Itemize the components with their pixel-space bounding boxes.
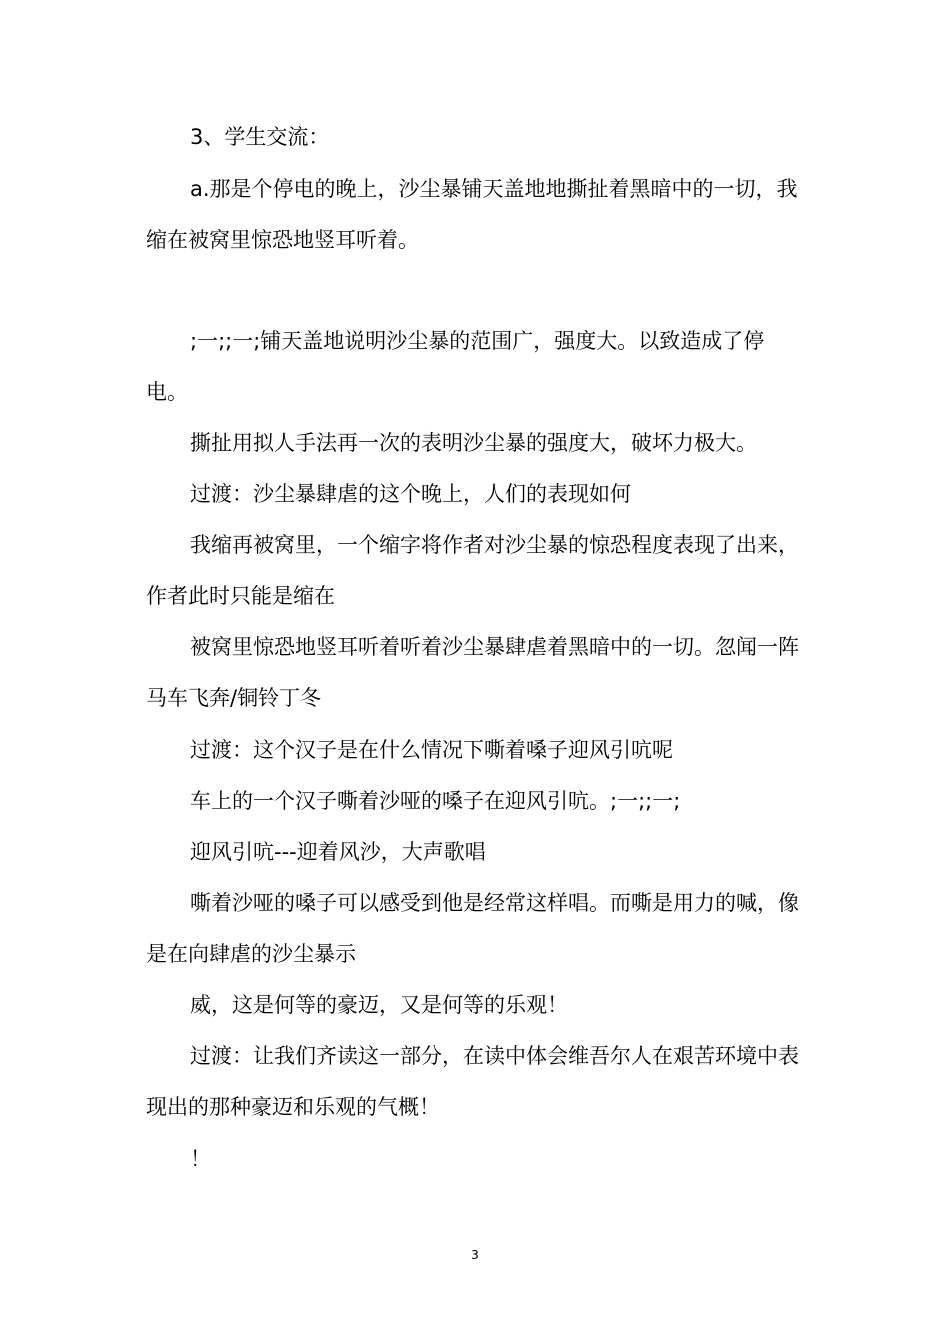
paragraph-explanation-singing-against-wind: 迎风引吭---迎着风沙，大声歌唱 (190, 840, 486, 864)
paragraph-analysis-scope: ;一;;一;铺天盖地说明沙尘暴的范围广，强度大。以致造成了停电。 (146, 329, 765, 404)
paragraph-exclamation: ！ (190, 1147, 211, 1171)
paragraph-quote-carriage-bells: 被窝里惊恐地竖耳听着听着沙尘暴肆虐着黑暗中的一切。忽闻一阵马车飞奔/铜铃丁冬 (146, 635, 799, 710)
paragraph-quote-night-sandstorm: a.那是个停电的晚上，沙尘暴铺天盖地地撕扯着黑暗中的一切，我缩在被窝里惊恐地竖耳听着。 (146, 177, 798, 252)
paragraph-transition-man-singing: 过渡：这个汉子是在什么情况下嘶着嗓子迎风引吭呢 (190, 738, 673, 762)
paragraph-analysis-shrink: 我缩再被窝里，一个缩字将作者对沙尘暴的惊恐程度表现了出来，作者此时只能是缩在 (146, 533, 799, 608)
paragraph-transition-group-reading: 过渡：让我们齐读这一部分，在读中体会维吾尔人在艰苦环境中表现出的那种豪迈和乐观的气概！ (146, 1044, 799, 1119)
paragraph-quote-man-hoarse-voice: 车上的一个汉子嘶着沙哑的嗓子在迎风引吭。;一;;一; (190, 789, 681, 813)
page-number: 3 (471, 1248, 479, 1262)
paragraph-analysis-personification: 撕扯用拟人手法再一次的表明沙尘暴的强度大，破坏力极大。 (190, 431, 757, 455)
paragraph-analysis-heroic-optimism: 威，这是何等的豪迈，又是何等的乐观！ (190, 993, 568, 1017)
paragraph-transition-people-reaction: 过渡：沙尘暴肆虐的这个晚上，人们的表现如何 (190, 482, 631, 506)
paragraph-analysis-hoarse-voice: 嘶着沙哑的嗓子可以感受到他是经常这样唱。而嘶是用力的喊，像是在向肆虐的沙尘暴示 (146, 891, 799, 966)
paragraph-student-exchange-heading: 3、学生交流： (190, 125, 330, 149)
